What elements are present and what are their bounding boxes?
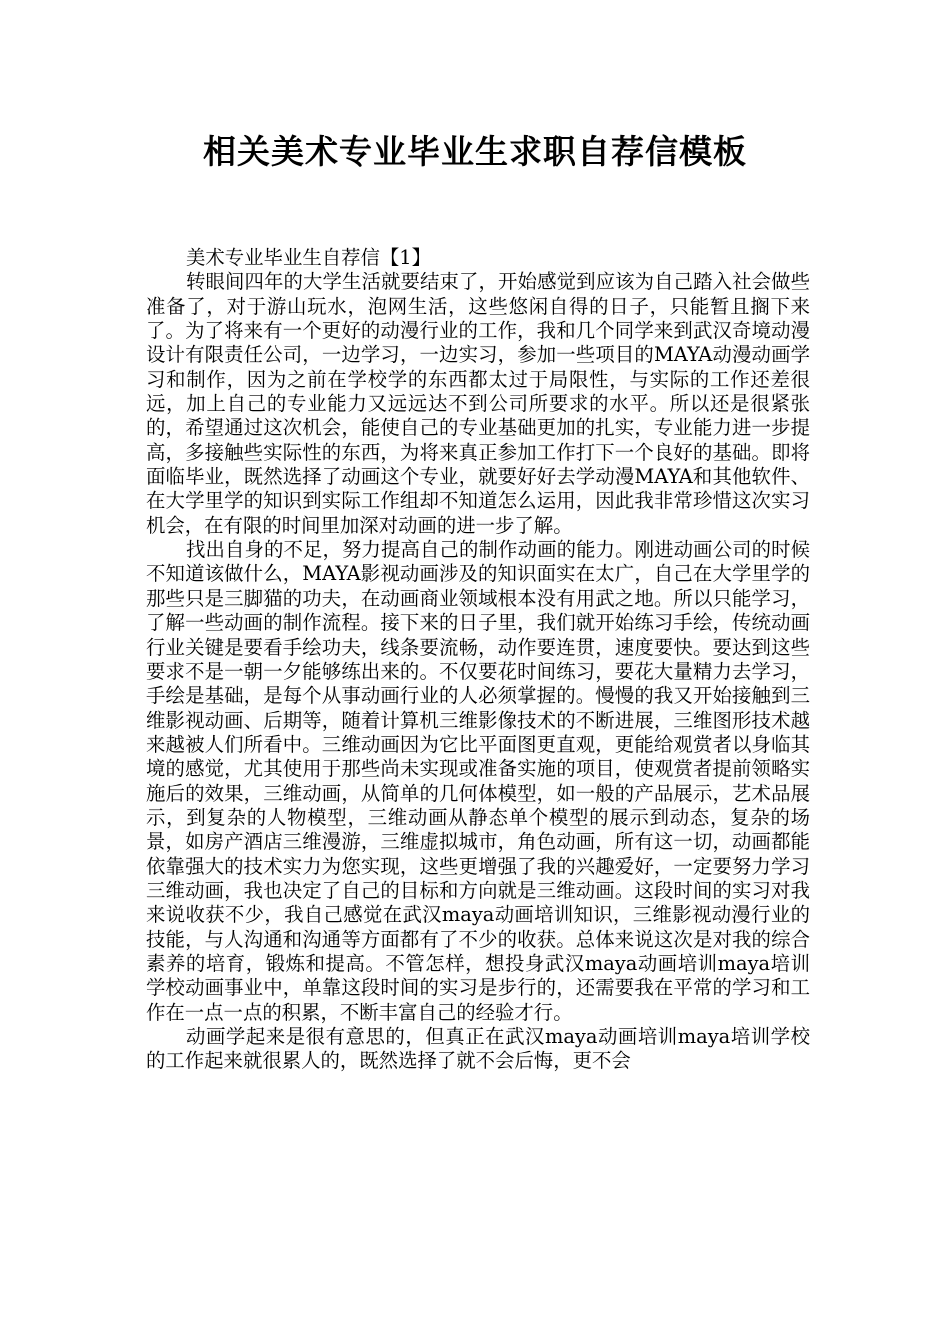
- paragraph-3: 动画学起来是很有意思的，但真正在武汉maya动画培训maya培训学校的工作起来就很累人的，既然选择了就不会后悔，更不会: [146, 1025, 810, 1073]
- document-body: [146, 246, 810, 1074]
- paragraph-2: 找出自身的不足，努力提高自己的制作动画的能力。刚进动画公司的时候不知道该做什么，MAYA影视动画涉及的知识面实在太广，自己在大学里学的那些只是三脚猫的功夫，在动画商业领域根本没有用武之地。所以只能学习，了解一些动画的制作流程。接下来的日子里，我们就开始练习手绘，传统动画行业关键是要看手绘功夫，线条要流畅，动作要连贯，速度要快。要达到这些要求不是一朝一夕能够练出来的。不仅要花时间练习，要花大量精力去学习，手绘是基础，是每个从事动画行业的人必须掌握的。慢慢的我又开始接触到三维影视动画、后期等，随着计算机三维影像技术的不断进展，三维图形技术越来越被人们所看中。三维动画因为它比平面图更直观，更能给观赏者以身临其境的感觉，尤其使用于那些尚未实现或准备实施的项目，使观赏者提前领略实施后的效果，三维动画，从简单的几何体模型，如一般的产品展示，艺术品展示，到复杂的人物模型，三维动画从静态单个模型的展示到动态，复杂的场景，如房产酒店三维漫游，三维虚拟城市，角色动画，所有这一切，动画都能依靠强大的技术实力为您实现，这些更增强了我的兴趣爱好，一定要努力学习三维动画，我也决定了自己的目标和方向就是三维动画。这段时间的实习对我来说收获不少，我自己感觉在武汉maya动画培训知识，三维影视动漫行业的技能，与人沟通和沟通等方面都有了不少的收获。总体来说这次是对我的综合素养的培育，锻炼和提高。不管怎样，想投身武汉maya动画培训maya培训学校动画事业中，单靠这段时间的实习是步行的，还需要我在平常的学习和工作在一点一点的积累，不断丰富自己的经验才行。: [146, 538, 810, 1024]
- section-heading: 美术专业毕业生自荐信【1】: [186, 246, 432, 269]
- paragraph-1: 转眼间四年的大学生活就要结束了，开始感觉到应该为自己踏入社会做些准备了，对于游山玩水，泡网生活，这些悠闲自得的日子，只能暂且搁下来了。为了将来有一个更好的动漫行业的工作，我和几个同学来到武汉奇境动漫设计有限责任公司，一边学习，一边实习，参加一些项目的MAYA动漫动画学习和制作，因为之前在学校学的东西都太过于局限性，与实际的工作还差很远，加上自己的专业能力又远远达不到公司所要求的水平。所以还是很紧张的，希望通过这次机会，能使自己的专业基础更加的扎实，专业能力进一步提高，多接触些实际性的东西，为将来真正参加工作打下一个良好的基础。即将面临毕业，既然选择了动画这个专业，就要好好去学动漫MAYA和其他软件、在大学里学的知识到实际工作组却不知道怎么运用，因此我非常珍惜这次实习机会，在有限的时间里加深对动画的进一步了解。: [146, 270, 810, 537]
- document-title: 相关美术专业毕业生求职自荐信模板: [203, 132, 747, 171]
